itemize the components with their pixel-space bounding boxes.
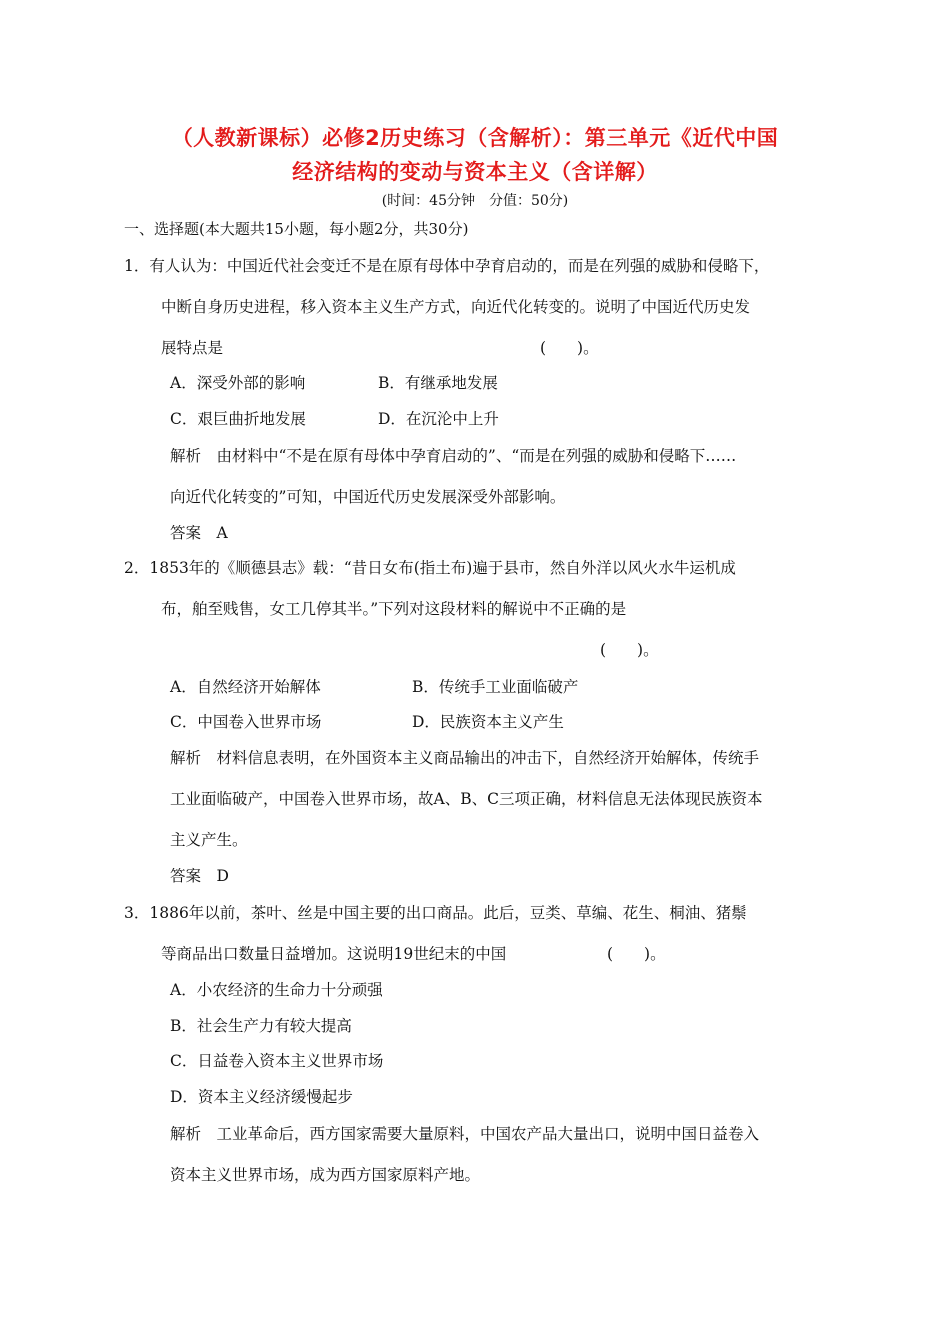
q3-option-a: A．小农经济的生命力十分顽强 [170, 981, 383, 999]
q2-line-2: 布，舶至贱售，女工几停其半。”下列对这段材料的解说中不正确的是 [161, 600, 627, 618]
q3-analysis-line-2: 资本主义世界市场，成为西方国家原料产地。 [170, 1166, 481, 1184]
q3-option-b: B．社会生产力有较大提高 [170, 1017, 352, 1035]
q2-answer-blank: ( )。 [600, 641, 659, 659]
q2-analysis-line-2: 工业面临破产，中国卷入世界市场，故A、B、C三项正确，材料信息无法体现民族资本 [170, 790, 763, 808]
title-line-1: （人教新课标）必修2历史练习（含解析）：第三单元《近代中国 [171, 126, 779, 150]
q2-option-b: B．传统手工业面临破产 [412, 678, 579, 696]
q1-analysis-line-2: 向近代化转变的”可知，中国近代历史发展深受外部影响。 [170, 488, 566, 506]
q2-line-1: 2．1853年的《顺德县志》载：“昔日女布(指土布)遍于县市，然自外洋以风火水牛运机成 [124, 559, 736, 577]
q3-analysis-line-1: 解析 工业革命后，西方国家需要大量原料，中国农产品大量出口，说明中国日益卷入 [170, 1125, 760, 1143]
q1-line-1: 1．有人认为：中国近代社会变迁不是在原有母体中孕育启动的，而是在列强的威胁和侵略下， [124, 257, 770, 275]
q1-option-d: D．在沉沦中上升 [378, 410, 499, 428]
q3-line-2: 等商品出口数量日益增加。这说明19世纪末的中国 [161, 945, 507, 963]
section-heading: 一、选择题(本大题共15小题，每小题2分，共30分) [124, 220, 469, 238]
q1-line-3: 展特点是 [161, 339, 224, 357]
q1-answer-blank: ( )。 [540, 339, 599, 357]
title-line-2: 经济结构的变动与资本主义（含详解） [292, 160, 658, 184]
q2-option-c: C．中国卷入世界市场 [170, 713, 322, 731]
q2-answer: 答案 D [170, 867, 229, 885]
q1-analysis-line-1: 解析 由材料中“不是在原有母体中孕育启动的”、“而是在列强的威胁和侵略下…… [170, 447, 737, 465]
q2-option-d: D．民族资本主义产生 [412, 713, 564, 731]
q1-option-c: C．艰巨曲折地发展 [170, 410, 306, 428]
q3-line-1: 3．1886年以前，茶叶、丝是中国主要的出口商品。此后，豆类、草编、花生、桐油、猪鬃 [124, 904, 747, 922]
q1-line-2: 中断自身历史进程，移入资本主义生产方式，向近代化转变的。说明了中国近代历史发 [161, 298, 751, 316]
subtitle: (时间：45分钟 分值：50分) [381, 193, 569, 209]
q3-option-c: C．日益卷入资本主义世界市场 [170, 1052, 384, 1070]
q2-analysis-line-3: 主义产生。 [170, 831, 248, 849]
q2-option-a: A．自然经济开始解体 [170, 678, 321, 696]
q1-option-a: A．深受外部的影响 [170, 374, 306, 392]
q3-answer-blank: ( )。 [607, 945, 666, 963]
q2-analysis-line-1: 解析 材料信息表明，在外国资本主义商品输出的冲击下，自然经济开始解体，传统手 [170, 749, 760, 767]
q1-option-b: B．有继承地发展 [378, 374, 498, 392]
q3-option-d: D．资本主义经济缓慢起步 [170, 1088, 353, 1106]
q1-answer: 答案 A [170, 524, 228, 542]
